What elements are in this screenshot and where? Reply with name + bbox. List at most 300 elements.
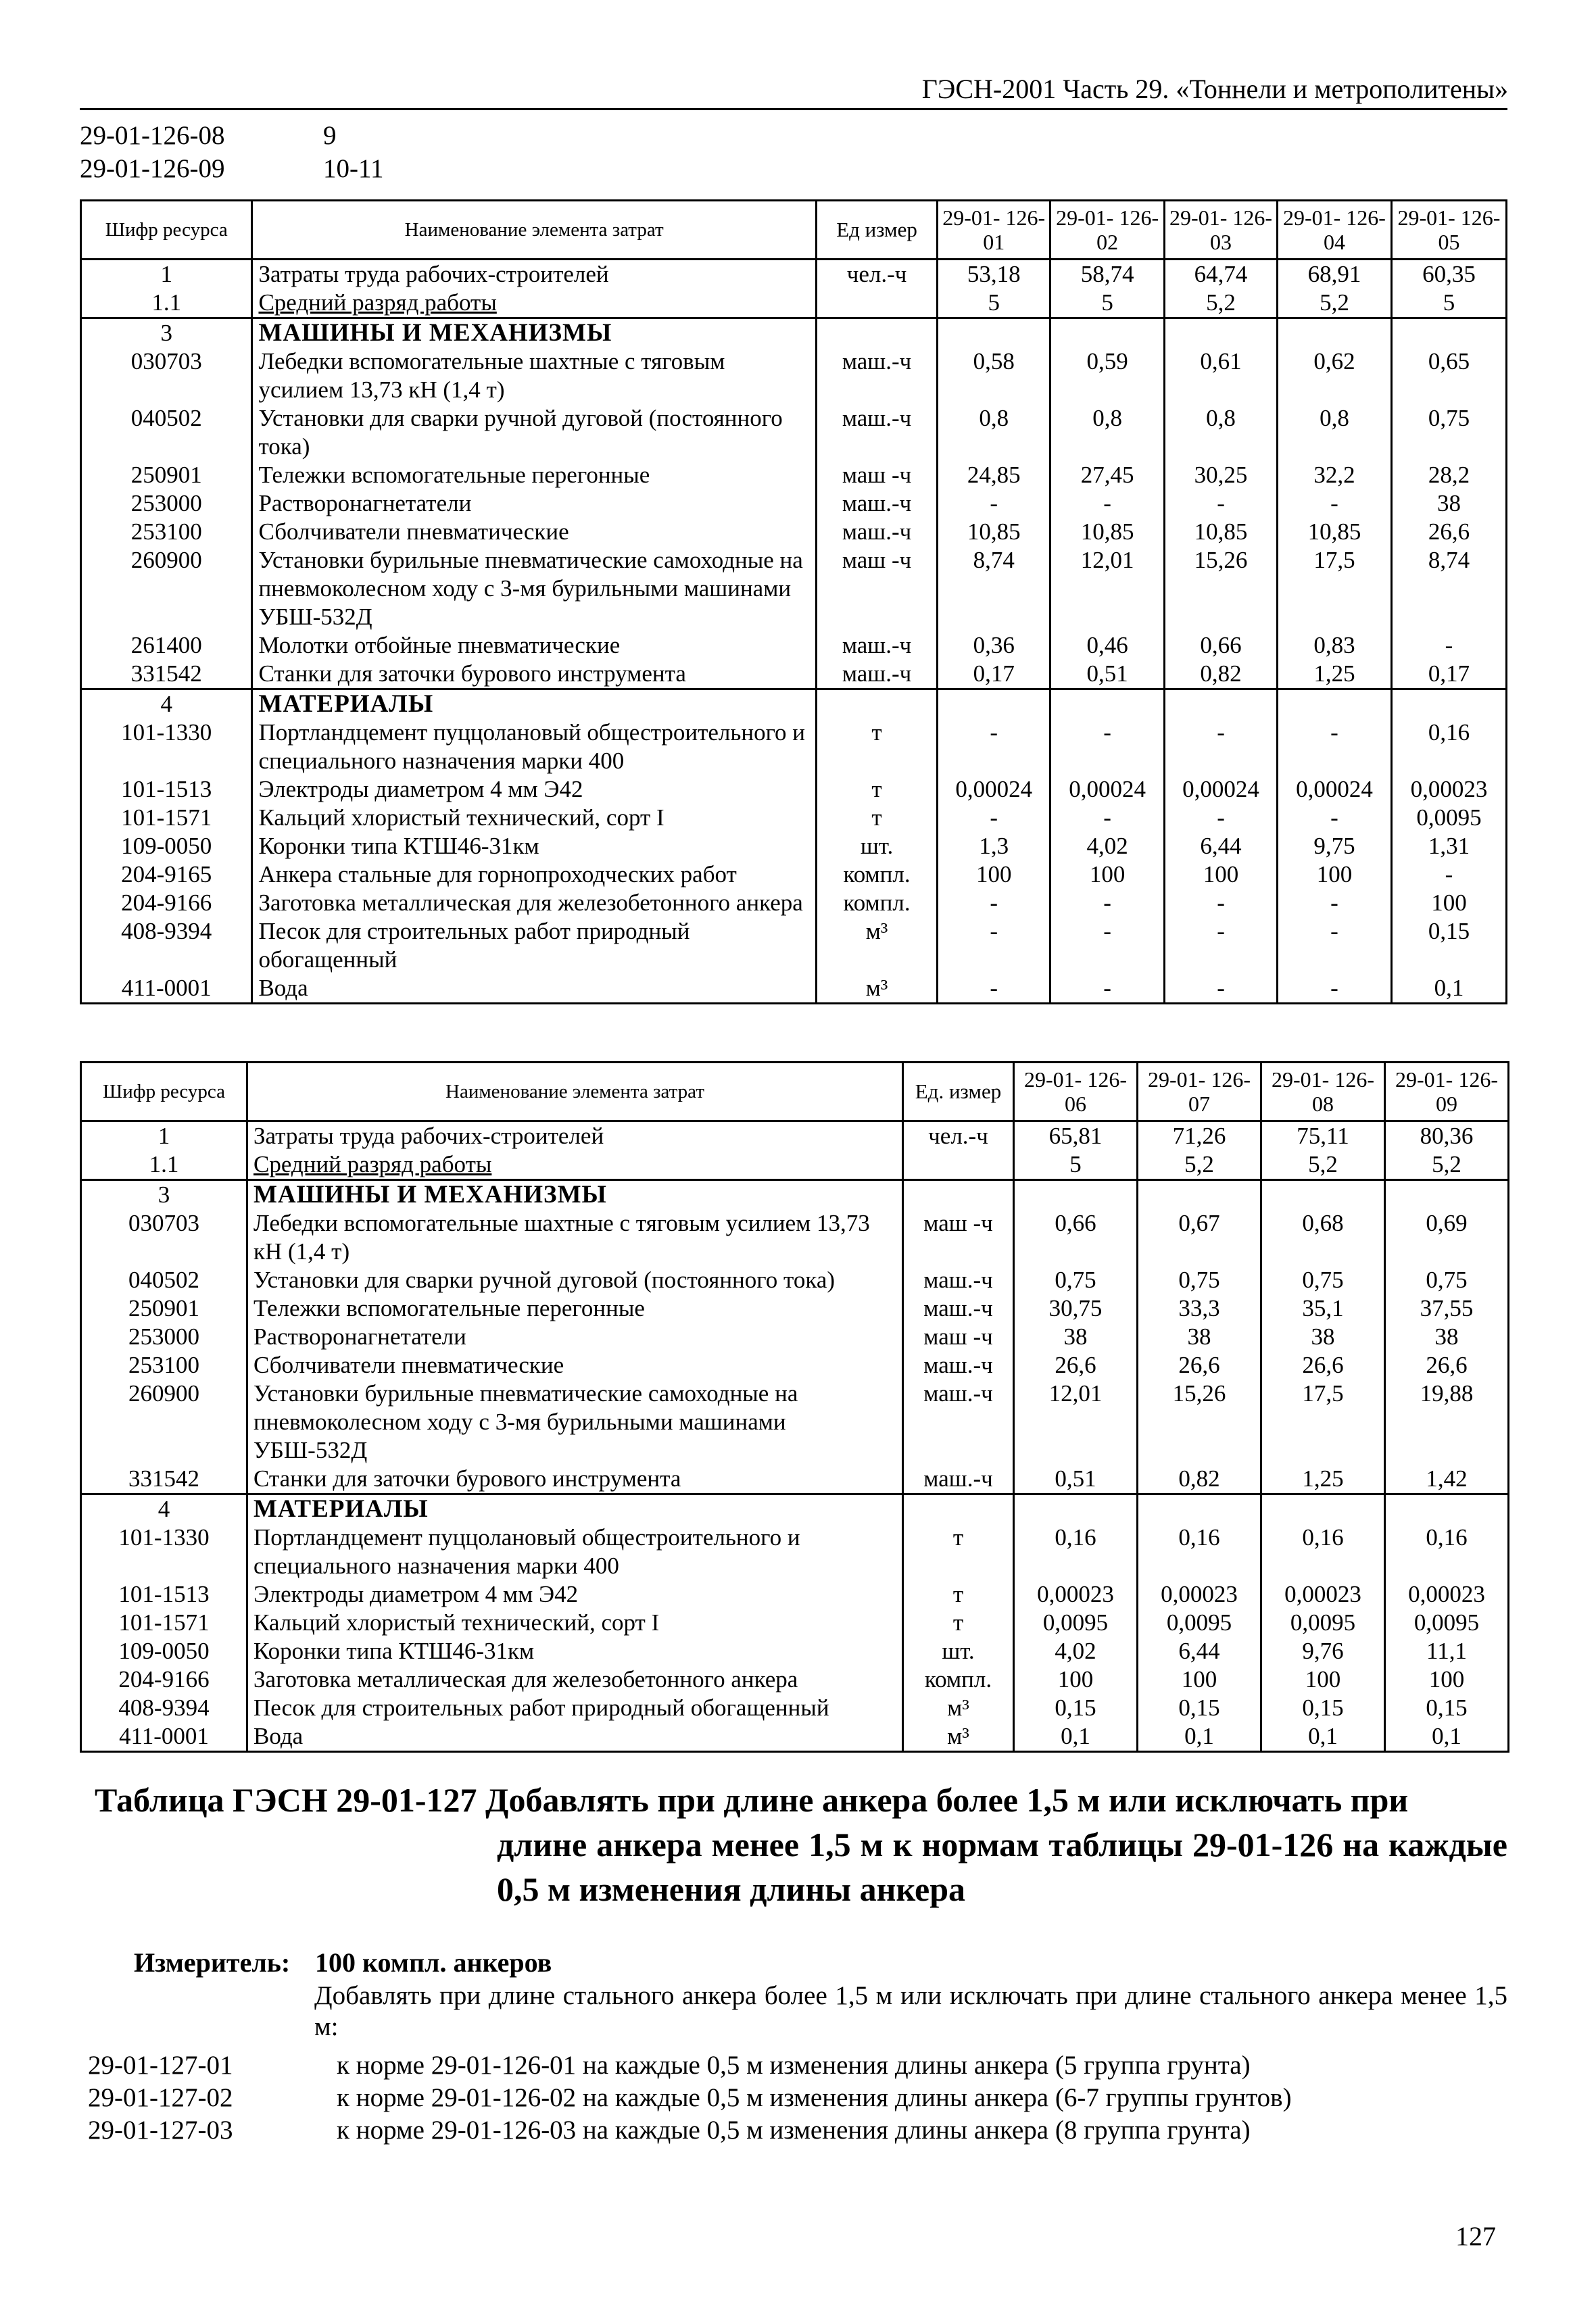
norm-value: 10,85 [1165, 518, 1278, 546]
resource-code: 250901 [81, 461, 252, 489]
norm-value: 15,26 [1138, 1380, 1261, 1465]
table-row [81, 1524, 1509, 1580]
norm-value: 24,85 [938, 461, 1050, 489]
table-row [81, 1465, 1509, 1494]
unit: маш.-ч [816, 404, 937, 461]
norm-value: 100 [938, 860, 1050, 889]
norm-value: 80,36 [1385, 1121, 1509, 1151]
resource-code: 040502 [81, 404, 252, 461]
cost-element-name: Установки бурильные пневматические самоходные на пневмоколесном ходу с 3-мя бурильными машинами УБШ-532Д [247, 1380, 903, 1465]
table-row [81, 832, 1507, 860]
table-row [81, 804, 1507, 832]
norm-value: - [1391, 860, 1506, 889]
resource-code: 408-9394 [81, 917, 252, 974]
norm-value: 68,91 [1277, 260, 1391, 289]
norm-entry-text: к норме 29-01-126-01 на каждые 0,5 м изменения длины анкера (5 группа грунта) [337, 2051, 1251, 2080]
cost-element-name: Кальций хлористый технический, сорт I [252, 804, 816, 832]
norm-value: 100 [1261, 1665, 1385, 1694]
norm-value: 4,02 [1050, 832, 1165, 860]
header-rule [80, 108, 1507, 110]
unit: маш.-ч [903, 1266, 1014, 1294]
norm-value: 53,18 [938, 260, 1050, 289]
norm-value: 30,25 [1165, 461, 1278, 489]
norm-value: 65,81 [1014, 1121, 1138, 1151]
unit: чел.-ч [903, 1121, 1014, 1151]
norm-value: - [1050, 718, 1165, 775]
cost-element-name: Вода [252, 974, 816, 1004]
norm-value: 100 [1138, 1665, 1261, 1694]
norm-value: - [1277, 718, 1391, 775]
norm-value: 0,75 [1014, 1266, 1138, 1294]
cost-element-name: Средний разряд работы [252, 289, 816, 318]
norm-value: - [1050, 804, 1165, 832]
unit: м³ [816, 917, 937, 974]
norm-value: 0,00023 [1385, 1580, 1509, 1609]
norm-value: 0,75 [1261, 1266, 1385, 1294]
norm-value: 0,17 [1391, 660, 1506, 689]
norm-value: 5 [1391, 289, 1506, 318]
norm-value: - [1277, 804, 1391, 832]
norm-value: 0,67 [1138, 1209, 1261, 1266]
norm-value: 0,82 [1138, 1465, 1261, 1494]
norm-value: 38 [1014, 1323, 1138, 1351]
cost-element-name: Анкера стальные для горнопроходческих работ [252, 860, 816, 889]
table-row [81, 1580, 1509, 1609]
measure-value: 100 компл. анкеров [315, 1947, 552, 1978]
norm-entry [88, 2082, 1292, 2113]
resource-code: 101-1513 [81, 775, 252, 804]
running-header: ГЭСН-2001 Часть 29. «Тоннели и метрополитены» [921, 74, 1508, 104]
header-norm-col: 29-01- 126-01 [938, 201, 1050, 260]
norm-value: - [938, 489, 1050, 518]
table-row [81, 318, 1507, 348]
table-row [81, 775, 1507, 804]
norm-value: 4,02 [1014, 1637, 1138, 1665]
norm-value: 38 [1391, 489, 1506, 518]
unit: маш -ч [903, 1209, 1014, 1266]
header-norm-col: 29-01- 126-05 [1391, 201, 1506, 260]
cost-element-name: Затраты труда рабочих-строителей [252, 260, 816, 289]
norm-value: 0,8 [938, 404, 1050, 461]
norm-value: 5,2 [1277, 289, 1391, 318]
norm-value [1165, 689, 1278, 719]
norm-value: 0,65 [1391, 347, 1506, 404]
header-unit: Ед измер [816, 201, 937, 260]
norm-value: 5,2 [1385, 1150, 1509, 1180]
cost-element-name: Портландцемент пуццолановый общестроительного и специального назначения марки 400 [247, 1524, 903, 1580]
norm-value: - [1050, 489, 1165, 518]
unit: маш -ч [816, 546, 937, 631]
norm-value: - [1277, 917, 1391, 974]
norm-value: 10,85 [938, 518, 1050, 546]
norm-value: 0,1 [1138, 1722, 1261, 1752]
cost-element-name: Кальций хлористый технический, сорт I [247, 1609, 903, 1637]
norm-value: 10,85 [1050, 518, 1165, 546]
table-row [81, 718, 1507, 775]
header-unit: Ед. измер [903, 1063, 1014, 1121]
norm-value: 0,00024 [1277, 775, 1391, 804]
norm-value: 17,5 [1261, 1380, 1385, 1465]
norm-value: - [1165, 489, 1278, 518]
norm-value: 100 [1385, 1665, 1509, 1694]
norm-value: 64,74 [1165, 260, 1278, 289]
norm-value: - [938, 804, 1050, 832]
norm-value: 0,61 [1165, 347, 1278, 404]
norm-value: 26,6 [1138, 1351, 1261, 1380]
resource-code: 030703 [81, 1209, 247, 1266]
norm-value [1391, 689, 1506, 719]
table-row [81, 489, 1507, 518]
header-norm-col: 29-01- 126-02 [1050, 201, 1165, 260]
norm-value: 0,15 [1261, 1694, 1385, 1722]
cost-element-name: Молотки отбойные пневматические [252, 631, 816, 660]
norm-value: 11,1 [1385, 1637, 1509, 1665]
norm-value: 0,16 [1014, 1524, 1138, 1580]
norm-value: - [1165, 718, 1278, 775]
cost-element-name: Растворонагнетатели [252, 489, 816, 518]
cost-element-name: Коронки типа КТШ46-31км [247, 1637, 903, 1665]
table-row [81, 1121, 1509, 1151]
norm-value: 5,2 [1138, 1150, 1261, 1180]
norm-value: 0,16 [1391, 718, 1506, 775]
mapping-value: 9 [323, 121, 337, 150]
unit: компл. [816, 860, 937, 889]
unit: т [903, 1609, 1014, 1637]
unit: маш.-ч [903, 1465, 1014, 1494]
norm-value: 0,16 [1385, 1524, 1509, 1580]
norm-value: 0,75 [1391, 404, 1506, 461]
norm-entry [88, 2050, 1251, 2080]
resource-code: 101-1330 [81, 718, 252, 775]
mapping-code: 29-01-126-09 [80, 154, 225, 183]
cost-element-name: Лебедки вспомогательные шахтные с тяговым усилием 13,73 кН (1,4 т) [247, 1209, 903, 1266]
unit [903, 1150, 1014, 1180]
cost-element-name: Тележки вспомогательные перегонные [252, 461, 816, 489]
norm-value: 1,3 [938, 832, 1050, 860]
resource-code: 3 [81, 318, 252, 348]
resource-code: 331542 [81, 660, 252, 689]
norm-value: 32,2 [1277, 461, 1391, 489]
norm-value: 0,46 [1050, 631, 1165, 660]
table-row [81, 289, 1507, 318]
norm-value: 0,69 [1385, 1209, 1509, 1266]
norm-value: - [1050, 974, 1165, 1004]
norm-value: 0,8 [1165, 404, 1278, 461]
norm-value: 5,2 [1261, 1150, 1385, 1180]
unit: шт. [903, 1637, 1014, 1665]
resource-code: 101-1330 [81, 1524, 247, 1580]
norm-value: 0,75 [1385, 1266, 1509, 1294]
norm-value: 0,00023 [1138, 1580, 1261, 1609]
norm-value: 0,66 [1165, 631, 1278, 660]
unit: маш.-ч [816, 347, 937, 404]
norm-value: 0,15 [1385, 1694, 1509, 1722]
table-row [81, 260, 1507, 289]
norm-value [1277, 689, 1391, 719]
cost-element-name: МАТЕРИАЛЫ [247, 1494, 903, 1524]
norm-value [1014, 1180, 1138, 1210]
unit [903, 1180, 1014, 1210]
mapping-code: 29-01-126-08 [80, 121, 225, 150]
norm-value: 0,15 [1391, 917, 1506, 974]
cost-element-name: Станки для заточки бурового инструмента [247, 1465, 903, 1494]
norm-value: 9,76 [1261, 1637, 1385, 1665]
table-row [81, 1494, 1509, 1524]
norm-value: - [1165, 889, 1278, 917]
norm-value: 0,51 [1014, 1465, 1138, 1494]
resource-code: 408-9394 [81, 1694, 247, 1722]
norm-value: 0,83 [1277, 631, 1391, 660]
norm-value: 60,35 [1391, 260, 1506, 289]
unit: т [903, 1524, 1014, 1580]
norm-value: 26,6 [1385, 1351, 1509, 1380]
mapping-value: 10-11 [323, 154, 384, 183]
table-header-row [81, 201, 1507, 260]
norm-value: - [1050, 917, 1165, 974]
norm-value: 1,25 [1261, 1465, 1385, 1494]
norm-value: 0,0095 [1385, 1609, 1509, 1637]
norm-value: 1,25 [1277, 660, 1391, 689]
table-row [81, 1150, 1509, 1180]
norm-value: 0,0095 [1138, 1609, 1261, 1637]
table-row [81, 1722, 1509, 1752]
norm-value: 8,74 [938, 546, 1050, 631]
norm-value: - [1165, 804, 1278, 832]
resource-code: 204-9166 [81, 1665, 247, 1694]
norm-value: 37,55 [1385, 1294, 1509, 1323]
header-code: Шифр ресурса [81, 201, 252, 260]
resource-code: 260900 [81, 1380, 247, 1465]
norm-value [1261, 1180, 1385, 1210]
resource-code: 260900 [81, 546, 252, 631]
resource-code: 411-0001 [81, 1722, 247, 1752]
unit: маш.-ч [816, 631, 937, 660]
cost-element-name: Портландцемент пуццолановый общестроительного и специального назначения марки 400 [252, 718, 816, 775]
table-row [81, 974, 1507, 1004]
measure-label: Измеритель: [134, 1947, 291, 1978]
unit: т [903, 1580, 1014, 1609]
unit [816, 289, 937, 318]
cost-element-name: Средний разряд работы [247, 1150, 903, 1180]
header-norm-col: 29-01- 126-07 [1138, 1063, 1261, 1121]
unit: маш.-ч [816, 489, 937, 518]
norm-value: 0,00023 [1261, 1580, 1385, 1609]
norm-value: 5 [1050, 289, 1165, 318]
page-number: 127 [1455, 2221, 1496, 2251]
norm-value: 0,00024 [1165, 775, 1278, 804]
resource-code: 3 [81, 1180, 247, 1210]
norm-value: 100 [1050, 860, 1165, 889]
norm-value: 0,36 [938, 631, 1050, 660]
norm-value: 5 [938, 289, 1050, 318]
cost-element-name: Заготовка металлическая для железобетонного анкера [252, 889, 816, 917]
norm-value [938, 689, 1050, 719]
norm-value: 26,6 [1391, 518, 1506, 546]
norm-value: 6,44 [1165, 832, 1278, 860]
norm-value [1050, 689, 1165, 719]
cost-element-name: Установки для сварки ручной дуговой (постоянного тока) [252, 404, 816, 461]
header-norm-col: 29-01- 126-03 [1165, 201, 1278, 260]
resource-code: 261400 [81, 631, 252, 660]
norm-value: 100 [1014, 1665, 1138, 1694]
norm-value [1277, 318, 1391, 348]
norm-value: 1,31 [1391, 832, 1506, 860]
table-row [81, 860, 1507, 889]
resource-code: 1.1 [81, 1150, 247, 1180]
table-row [81, 347, 1507, 404]
norm-value: 0,8 [1277, 404, 1391, 461]
norm-value: 0,1 [1385, 1722, 1509, 1752]
resource-code: 109-0050 [81, 1637, 247, 1665]
cost-element-name: Заготовка металлическая для железобетонного анкера [247, 1665, 903, 1694]
cost-element-name: Песок для строительных работ природный обогащенный [247, 1694, 903, 1722]
norm-value: - [938, 718, 1050, 775]
table-127-title-continuation: длине анкера менее 1,5 м к нормам таблицы 29-01-126 на каждые 0,5 м изменения длины анкера [497, 1826, 1507, 1908]
table-row [81, 1637, 1509, 1665]
norm-value [1385, 1494, 1509, 1524]
table-row [81, 1694, 1509, 1722]
resource-code: 204-9165 [81, 860, 252, 889]
unit: маш.-ч [903, 1380, 1014, 1465]
measure-line [134, 1947, 552, 1978]
cost-element-name: Растворонагнетатели [247, 1323, 903, 1351]
norm-value: - [1165, 917, 1278, 974]
resource-code: 109-0050 [81, 832, 252, 860]
unit [903, 1494, 1014, 1524]
table-row [81, 461, 1507, 489]
resource-code: 4 [81, 1494, 247, 1524]
norm-value: 15,26 [1165, 546, 1278, 631]
resource-code: 1.1 [81, 289, 252, 318]
table-row [81, 1609, 1509, 1637]
cost-element-name: Тележки вспомогательные перегонные [247, 1294, 903, 1323]
cost-element-name: Сболчиватели пневматические [247, 1351, 903, 1380]
norm-value: 19,88 [1385, 1380, 1509, 1465]
resource-code: 250901 [81, 1294, 247, 1323]
norm-value: 0,1 [1391, 974, 1506, 1004]
cost-element-name: Лебедки вспомогательные шахтные с тяговым усилием 13,73 кН (1,4 т) [252, 347, 816, 404]
norm-value: 8,74 [1391, 546, 1506, 631]
norm-entry-text: к норме 29-01-126-03 на каждые 0,5 м изменения длины анкера (8 группа грунта) [337, 2116, 1251, 2145]
table-header-row [81, 1063, 1509, 1121]
cost-element-name: Электроды диаметром 4 мм Э42 [252, 775, 816, 804]
norm-value: 38 [1261, 1323, 1385, 1351]
norm-value: 0,17 [938, 660, 1050, 689]
norm-value [1014, 1494, 1138, 1524]
unit: м³ [903, 1694, 1014, 1722]
unit: маш.-ч [903, 1351, 1014, 1380]
norm-value: 0,8 [1050, 404, 1165, 461]
cost-element-name: Сболчиватели пневматические [252, 518, 816, 546]
unit: маш.-ч [816, 518, 937, 546]
norm-entry [88, 2115, 1251, 2145]
norm-value: 5,2 [1165, 289, 1278, 318]
header-code: Шифр ресурса [81, 1063, 247, 1121]
norm-value: - [1277, 489, 1391, 518]
norm-entry-code: 29-01-127-02 [88, 2083, 233, 2112]
cost-element-name: Коронки типа КТШ46-31км [252, 832, 816, 860]
header-name: Наименование элемента затрат [247, 1063, 903, 1121]
norm-value: 0,75 [1138, 1266, 1261, 1294]
norm-value: 0,00024 [938, 775, 1050, 804]
table-row [81, 889, 1507, 917]
resource-code: 040502 [81, 1266, 247, 1294]
norm-value: 38 [1385, 1323, 1509, 1351]
table-row [81, 1351, 1509, 1380]
norm-value: 0,62 [1277, 347, 1391, 404]
norm-value: 100 [1277, 860, 1391, 889]
norm-value: - [1277, 974, 1391, 1004]
norm-value [1261, 1494, 1385, 1524]
norm-value: 0,82 [1165, 660, 1278, 689]
cost-element-name: Затраты труда рабочих-строителей [247, 1121, 903, 1151]
norm-value [1050, 318, 1165, 348]
norm-value: - [1165, 974, 1278, 1004]
norm-value: 0,59 [1050, 347, 1165, 404]
norm-value [938, 318, 1050, 348]
cost-element-name: Электроды диаметром 4 мм Э42 [247, 1580, 903, 1609]
norm-value: 28,2 [1391, 461, 1506, 489]
resource-code: 331542 [81, 1465, 247, 1494]
norm-value [1138, 1494, 1261, 1524]
resource-code: 4 [81, 689, 252, 719]
norm-entry-code: 29-01-127-03 [88, 2116, 233, 2145]
resource-code: 101-1513 [81, 1580, 247, 1609]
norm-value: 0,0095 [1391, 804, 1506, 832]
table-row [81, 917, 1507, 974]
norm-value [1385, 1180, 1509, 1210]
header-norm-col: 29-01- 126-08 [1261, 1063, 1385, 1121]
resource-code: 101-1571 [81, 804, 252, 832]
cost-element-name: Установки для сварки ручной дуговой (постоянного тока) [247, 1266, 903, 1294]
norm-value: 0,00023 [1014, 1580, 1138, 1609]
table-row [81, 1294, 1509, 1323]
resource-code: 411-0001 [81, 974, 252, 1004]
cost-element-name: МАШИНЫ И МЕХАНИЗМЫ [247, 1180, 903, 1210]
norm-value: - [938, 889, 1050, 917]
norm-value: 0,15 [1138, 1694, 1261, 1722]
unit: чел.-ч [816, 260, 937, 289]
norms-table-2 [80, 1061, 1509, 1753]
norms-table-1 [80, 199, 1507, 1004]
norm-value: 5 [1014, 1150, 1138, 1180]
cost-element-name: Песок для строительных работ природный обогащенный [252, 917, 816, 974]
norm-entry-code: 29-01-127-01 [88, 2051, 233, 2080]
unit [816, 318, 937, 348]
cost-element-name: МАТЕРИАЛЫ [252, 689, 816, 719]
norm-value: 0,0095 [1261, 1609, 1385, 1637]
unit: м³ [903, 1722, 1014, 1752]
unit [816, 689, 937, 719]
table-row [81, 1209, 1509, 1266]
norm-value: 0,58 [938, 347, 1050, 404]
table-row [81, 404, 1507, 461]
table-127-title-line: Таблица ГЭСН 29-01-127 Добавлять при длине анкера более 1,5 м или исключать при [95, 1781, 1409, 1819]
norm-value: 12,01 [1050, 546, 1165, 631]
norm-value [1165, 318, 1278, 348]
norm-value: 0,00024 [1050, 775, 1165, 804]
norm-value: - [938, 974, 1050, 1004]
norm-value: 58,74 [1050, 260, 1165, 289]
table-row [81, 1266, 1509, 1294]
unit: маш.-ч [816, 660, 937, 689]
unit: шт. [816, 832, 937, 860]
norm-value: - [1391, 631, 1506, 660]
cost-element-name: МАШИНЫ И МЕХАНИЗМЫ [252, 318, 816, 348]
norm-value: 38 [1138, 1323, 1261, 1351]
unit: маш -ч [816, 461, 937, 489]
table-row [81, 631, 1507, 660]
